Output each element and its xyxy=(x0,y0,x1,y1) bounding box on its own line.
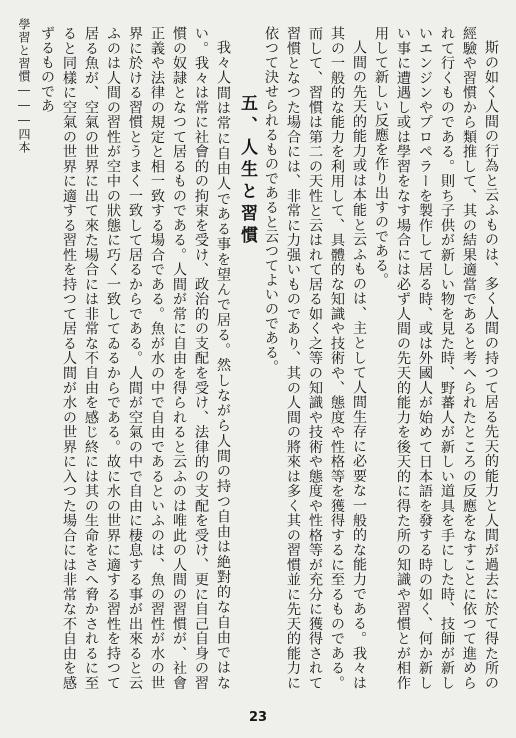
body-text xyxy=(39,26,502,690)
section-paragraph: 我々人間は常に自由人である事を望んで居る。然しながら人間の持つ自由は絶對的な自由ではない。我々は常に社會的の拘束を受け、政治的の支配を受け、法律的の支配を受け、更に自己自身の習慣の奴隷となつて居るものである。人間が常に自由を得られると云ふのは唯此の人間の習慣が、社會正義や法律の規定と相一致する場合である。魚が水の中で自由であるといふのは、魚の習性が水の世界に於ける習慣とうまく一致して居るからである。人間が空氣の中で自由に棲息する事が出來ると云ふのは人間の習性が空中の狀態に巧く一致してゐるからである。故に水の世界に適する習性を持つて居る魚が、空氣の世界に出て來た場合には非常な不自由を感じ終には其の生命をさへ脅かされるに至ると同樣に空氣の世界に適する習性を持つて居る人間が水の世界に入つた場合には非常な不自由を感ずるものであ xyxy=(39,26,231,690)
section-heading: 五、人生と習慣 xyxy=(237,94,257,248)
running-header: 學習と習慣―――四本 xyxy=(17,18,31,154)
intro-paragraph-2: 人間の先天的能力或は本能と云ふものは、主として人間生存に必要な一般的な能力である。我々は其の一般的な能力を利用して、具體的な知識や技術や、態度や性格等を獲得するに至るものである。而して、習慣は第二の天性と云はれて居る如く之等の知識や技術や態度や性格等が充分に獲得されて習慣となつた場合には、非常に力强いものであり、其の人間の將來は多く其の習慣並に先天的能力に依つて決せられるものであると云つてよいのである。 xyxy=(263,26,367,690)
intro-paragraph-1: 斯の如く人間の行為と云ふものは、多く人間の持つて居る先天的能力と人間が過去に於て得た所の經驗や習慣から類推して、其の結果適當であると考へられたところの反應をなすことに依つて進められて行くものである。則ち子供が新しい物を見た時、野蕃人が新しい道具を手にした時、技師が新しいエンジンやプロペラーを製作して居る時、或は外國人が始めて日本語を發する時の如く、何か新しい事に遭遇し或は學習をなす場合には必ず人間の先天的能力を後天的に得た所の知識や習慣とが相作用して新しい反應を作り出すのである。 xyxy=(373,26,499,690)
page-number: 23 xyxy=(248,710,268,725)
